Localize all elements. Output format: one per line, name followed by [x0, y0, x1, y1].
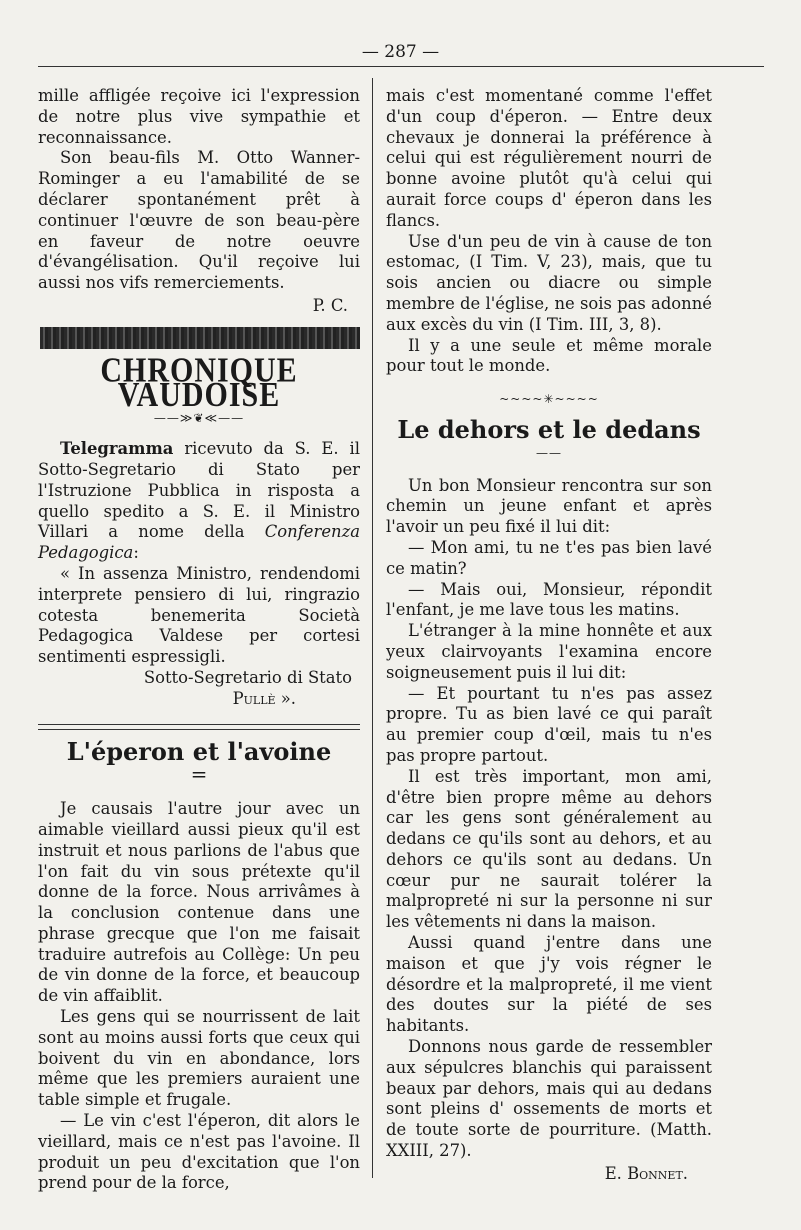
- paragraph: Les gens qui se nourrissent de lait sont au moins aussi forts que ceux qui boivent du vin en abondance, lors même que les premiers auraient une table simple et frugale.: [38, 1007, 360, 1110]
- paragraph: — Et pourtant tu n'es pas assez propre. Tu as bien lavé ce qui paraît au premier coup d'œil, mais tu n'es pas propre partout.: [386, 683, 712, 765]
- ornament-divider: ——≫❦≪——: [153, 411, 245, 426]
- ornament-divider: ~~~~✳~~~~: [499, 392, 599, 407]
- signature-initial: E.: [604, 1163, 622, 1183]
- page-number: — 287 —: [361, 42, 440, 62]
- paragraph: Il y a une seule et même morale pour tout le monde.: [386, 335, 712, 376]
- telegram-title: Telegramma: [60, 439, 174, 459]
- paragraph: Use d'un peu de vin à cause de ton estomac, (I Tim. V, 23), mais, que tu sois ancien ou diacre ou simple membre de l'église, ne sois pas adonné aux excès du vin (I Tim. III, 3, 8).: [386, 231, 712, 334]
- decorative-band: [40, 327, 360, 349]
- telegram-colon: :: [133, 543, 139, 563]
- paragraph: mille affligée reçoive ici l'expression de notre plus vive sympathie et reconnaissance.: [38, 86, 360, 147]
- paragraph: — Mon ami, tu ne t'es pas bien lavé ce matin?: [386, 537, 712, 578]
- telegram-text: ricevuto da S. E. il Sotto-Segretario di Stato per l'Istruzione Pubblica in risposta a quello spedito a S. E. il Ministro Villari a nome della: [38, 439, 360, 542]
- paragraph: Aussi quand j'entre dans une maison et que j'y vois régner le désordre et la malpropreté, il me vient des doutes sur la piété de ses habitants.: [386, 933, 712, 1036]
- title-mark: ——: [536, 445, 562, 460]
- paragraph: Donnons nous garde de ressembler aux sépulcres blanchis qui paraissent beaux par dehors, mais qui au dedans sont pleins d' ossements de morts et de toute sorte de pourriture. (Matth. XXIII, 27).: [386, 1037, 712, 1161]
- telegram-paragraph: [38, 439, 360, 564]
- signature-name: Pullè: [232, 688, 276, 708]
- paragraph: mais c'est momentané comme l'effet d'un coup d'éperon. — Entre deux chevaux je donnerai la préférence à celui qui est régulièrement nourri de bonne avoine plutôt qu'à celui qui aurait force coups d' éperon dans les flancs.: [386, 86, 712, 230]
- header-rule: [38, 66, 764, 67]
- section-title-eperon: L'éperon et l'avoine: [66, 736, 332, 766]
- telegram-signature: [38, 689, 296, 710]
- telegram-quote: « In assenza Ministro, rendendomi interprete pensiero di lui, ringrazio cotesta benemerita Società Pedagogica Valdese per cortesi sentimenti espressigli.: [38, 563, 360, 667]
- paragraph: — Mais oui, Monsieur, répondit l'enfant, je me lave tous les matins.: [386, 579, 712, 620]
- double-rule: [38, 724, 360, 730]
- chronicle-title: CHRONIQUE VAUDOISE: [100, 351, 298, 414]
- signature-name: Bonnet.: [627, 1163, 688, 1183]
- paragraph: Son beau-fils M. Otto Wanner-Rominger a eu l'amabilité de se déclarer spontanément prêt à continuer l'œuvre de son beau-père en faveur de notre oeuvre d'évangélisation. Qu'il reçoive lui aussi nos vifs remerciements.: [38, 148, 360, 293]
- right-column: [386, 86, 712, 1185]
- paragraph: Un bon Monsieur rencontra sur son chemin un jeune enfant et après l'avoir un peu fixé il lui dit:: [386, 475, 712, 537]
- paragraph: Je causais l'autre jour avec un aimable vieillard aussi pieux qu'il est instruit et nous parlions de l'abus que l'on fait du vin sous prétexte qu'il donne de la force. Nous arrivâmes à la conclusion contenue dans une phrase grecque que l'on me faisait traduire autrefois au Collège: Un peu de vin donne de la force, et beaucoup de vin affaiblit.: [38, 799, 360, 1006]
- section-title-dehors: Le dehors et le dedans: [397, 414, 701, 444]
- title-mark: =: [190, 762, 208, 787]
- paragraph: Il est très important, mon ami, d'être bien propre même au dehors car les gens sont généralement au dedans ce qu'ils sont au dehors, et au dehors ce qu'ils sont au dedans. Un cœur pur ne saurait tolérer la malpropreté ni sur la personne ni sur les vêtements ni dans la maison.: [386, 766, 712, 932]
- signature-close: ».: [275, 688, 296, 708]
- signature: [386, 1164, 688, 1185]
- left-column: [38, 86, 360, 1194]
- telegram-signature-title: Sotto-Segretario di Stato: [143, 667, 352, 687]
- column-separator: [372, 78, 373, 1178]
- paragraph: L'étranger à la mine honnête et aux yeux clairvoyants l'examina encore soigneusement puis il lui dit:: [386, 621, 712, 682]
- paragraph: — Le vin c'est l'éperon, dit alors le vieillard, mais ce n'est pas l'avoine. Il produit un peu d'excitation que l'on prend pour de la force,: [38, 1111, 360, 1193]
- conference-name: Conferenza Pedagogica: [38, 522, 360, 563]
- signature: P. C.: [312, 295, 348, 315]
